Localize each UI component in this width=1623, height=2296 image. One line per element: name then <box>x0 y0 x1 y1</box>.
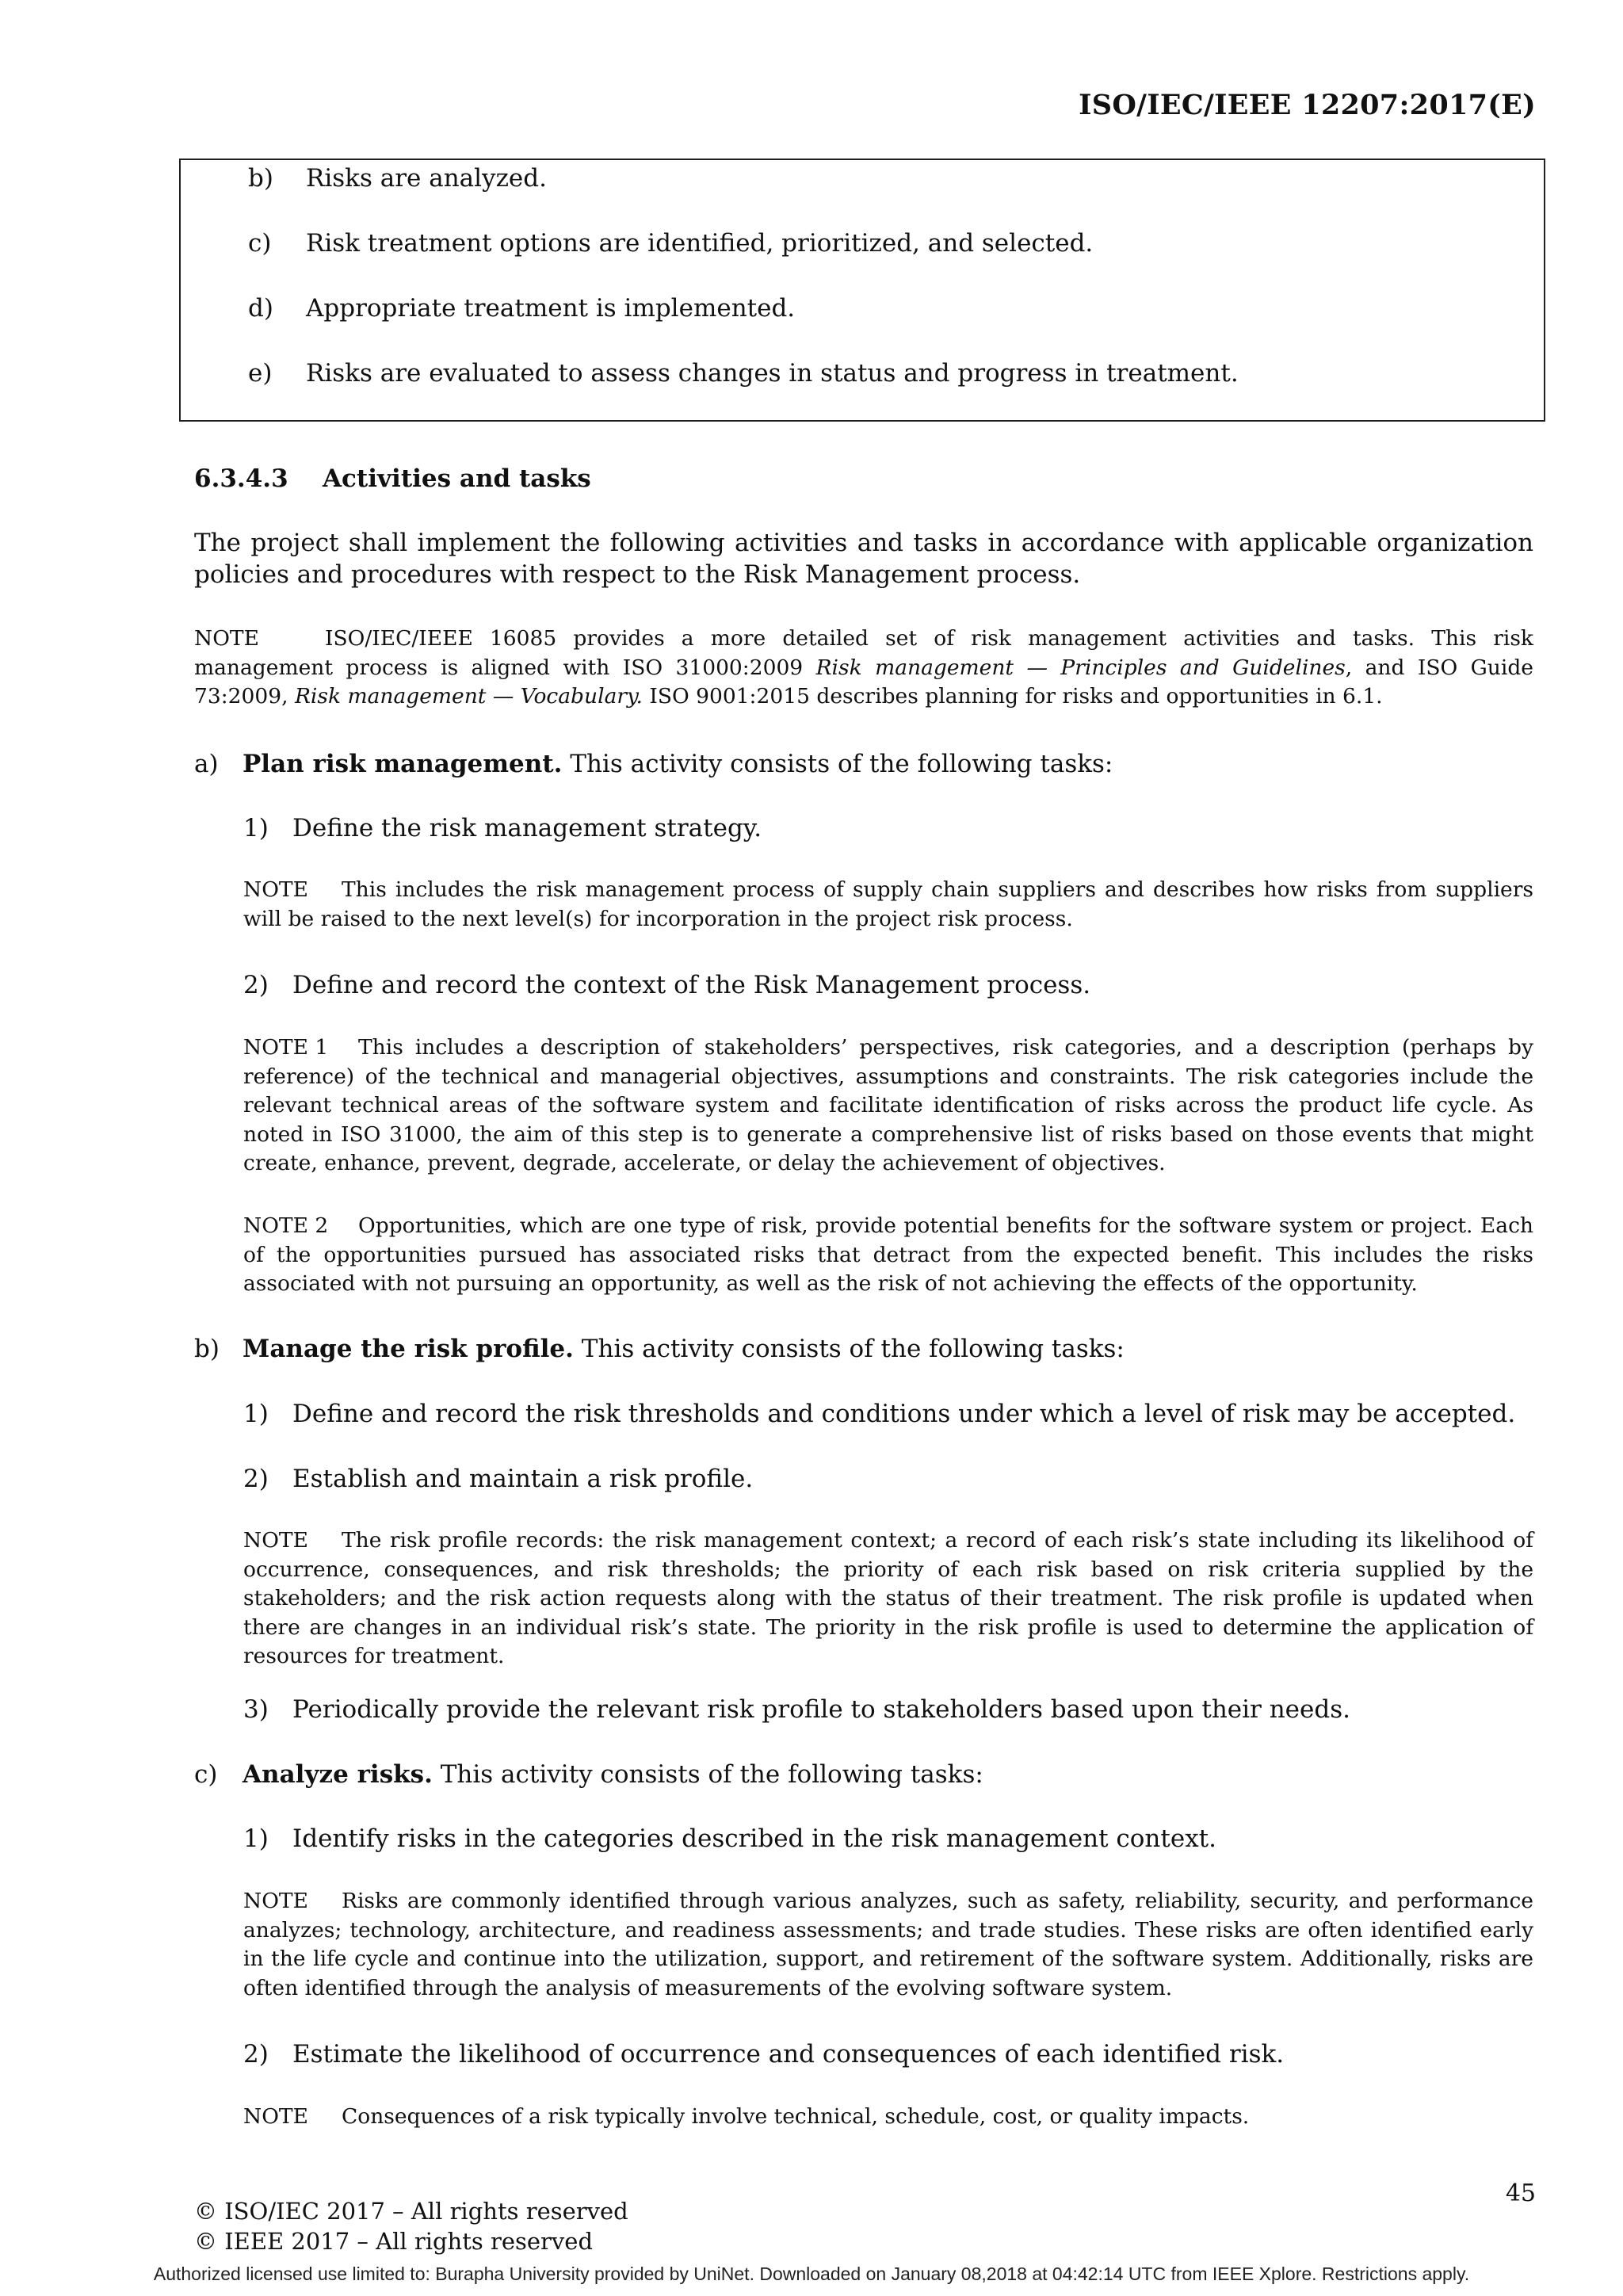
task-label: 1) <box>243 814 269 842</box>
task-text: Define and record the context of the Risk Management process. <box>292 971 1091 999</box>
item-text: Risk treatment options are identified, prioritized, and selected. <box>306 229 1094 258</box>
task-label: 2) <box>243 2040 269 2069</box>
activity-heading <box>242 1759 983 1790</box>
task-text: Define and record the risk thresholds and conditions under which a level of risk may be accepted. <box>292 1400 1516 1428</box>
item-text: Risks are evaluated to assess changes in status and progress in treatment. <box>306 359 1239 388</box>
task-label: 1) <box>243 1400 269 1428</box>
activity-intro: This activity consists of the following tasks: <box>573 1335 1125 1363</box>
task-label: 3) <box>243 1695 269 1724</box>
note-text: The risk profile records: the risk management context; a record of each risk’s state including its likelihood of occurrence, consequences, and risk thresholds; the priority of each risk based on risk criteria supplied by the stakeholders; and the risk action requests along with the status of their treatment. The risk profile is updated when there are changes in an individual risk’s state. The priority in the risk profile is used to determine the application of resources for treatment. <box>243 1528 1533 1668</box>
page-number: 45 <box>1505 2179 1536 2207</box>
note-text: Risks are commonly identified through various analyzes, such as safety, reliability, security, and performance analyzes; technology, architecture, and readiness assessments; and trade studies. These risks are often identified early in the life cycle and continue into the utilization, support, and retirement of the software system. Additionally, risks are often identified through the analysis of measurements of the evolving software system. <box>243 1889 1533 2000</box>
section-number: 6.3.4.3 <box>194 464 288 493</box>
note-label: NOTE 2 <box>243 1213 329 1238</box>
task-label: 1) <box>243 1824 269 1853</box>
task-a2-note1 <box>243 1033 1533 1179</box>
activity-label: c) <box>194 1760 218 1789</box>
copyright-ieee: © IEEE 2017 – All rights reserved <box>194 2228 594 2255</box>
task-label: 2) <box>243 971 269 999</box>
section-title: Activities and tasks <box>323 464 591 493</box>
note-label: NOTE <box>243 1528 308 1553</box>
standard-header: ISO/IEC/IEEE 12207:2017(E) <box>1079 89 1536 121</box>
note-label: NOTE <box>243 877 308 902</box>
activity-label: a) <box>194 750 219 778</box>
note-text: Opportunities, which are one type of risk, provide potential benefits for the software system or project. Each of the opportunities pursued has associated risks that detract from the expected benefit. This includes the risks associated with not pursuing an opportunity, as well as the risk of not achieving the effects of the opportunity. <box>243 1213 1533 1296</box>
note-label: NOTE <box>194 626 259 651</box>
activity-title: Manage the risk profile. <box>242 1335 574 1363</box>
activity-label: b) <box>194 1335 220 1363</box>
note-text: Consequences of a risk typically involve technical, schedule, cost, or quality impacts. <box>342 2104 1250 2129</box>
note-label: NOTE <box>243 2104 308 2129</box>
activity-heading <box>242 748 1113 780</box>
intro-paragraph: The project shall implement the following activities and tasks in accordance with applicable organization policies and procedures with respect to the Risk Management process. <box>194 529 1533 589</box>
task-a1-note <box>243 876 1533 934</box>
item-label: d) <box>248 294 273 323</box>
item-text: Risks are analyzed. <box>306 164 547 193</box>
note-italic: Risk management — Vocabulary. <box>294 684 643 709</box>
item-label: e) <box>248 359 273 388</box>
task-text: Define the risk management strategy. <box>292 814 762 842</box>
item-label: c) <box>248 229 272 258</box>
note-text: ISO 9001:2015 describes planning for risks and opportunities in 6.1. <box>642 684 1383 709</box>
task-text: Identify risks in the categories described in the risk management context. <box>292 1824 1216 1853</box>
note-italic: Risk management — Principles and Guidelines <box>815 655 1346 680</box>
note-label: NOTE <box>243 1889 308 1913</box>
task-text: Periodically provide the relevant risk profile to stakeholders based upon their needs. <box>292 1695 1350 1724</box>
note-label: NOTE 1 <box>243 1035 329 1060</box>
authorization-notice: Authorized licensed use limited to: Burapha University provided by UniNet. Downloaded on January 08,2018 at 04:42:14 UTC from IEEE Xplore. Restrictions apply. <box>153 2264 1470 2284</box>
task-c1-note <box>243 1887 1533 2003</box>
note-text: This includes a description of stakeholders’ perspectives, risk categories, and a description (perhaps by reference) of the technical and managerial objectives, assumptions and constraints. The risk categories include the relevant technical areas of the software system and facilitate identification of risks across the product life cycle. As noted in ISO 31000, the aim of this step is to generate a comprehensive list of risks based on those events that might create, enhance, prevent, degrade, accelerate, or delay the achievement of objectives. <box>243 1035 1533 1175</box>
activity-heading <box>242 1333 1125 1365</box>
task-label: 2) <box>243 1465 269 1493</box>
task-text: Estimate the likelihood of occurrence and consequences of each identified risk. <box>292 2040 1285 2069</box>
note-text: , and ISO Guide 73:2009, <box>194 655 1533 709</box>
activity-intro: This activity consists of the following tasks: <box>562 750 1113 778</box>
task-c2-note <box>243 2103 1533 2132</box>
activity-title: Plan risk management. <box>242 750 563 778</box>
copyright-iso: © ISO/IEC 2017 – All rights reserved <box>194 2198 628 2225</box>
item-text: Appropriate treatment is implemented. <box>306 294 796 323</box>
note-text: This includes the risk management process of supply chain suppliers and describes how risks from suppliers will be raised to the next level(s) for incorporation in the project risk process. <box>243 877 1533 931</box>
task-a2-note2 <box>243 1212 1533 1299</box>
activity-title: Analyze risks. <box>242 1760 433 1789</box>
item-label: b) <box>248 164 273 193</box>
note-text: ISO/IEC/IEEE 16085 provides a more detailed set of risk management activities and tasks. This risk management process is aligned with ISO 31000:2009 <box>194 626 1533 680</box>
section-note <box>194 625 1533 712</box>
task-text: Establish and maintain a risk profile. <box>292 1465 754 1493</box>
activity-intro: This activity consists of the following tasks: <box>432 1760 983 1789</box>
task-b2-note <box>243 1526 1533 1671</box>
